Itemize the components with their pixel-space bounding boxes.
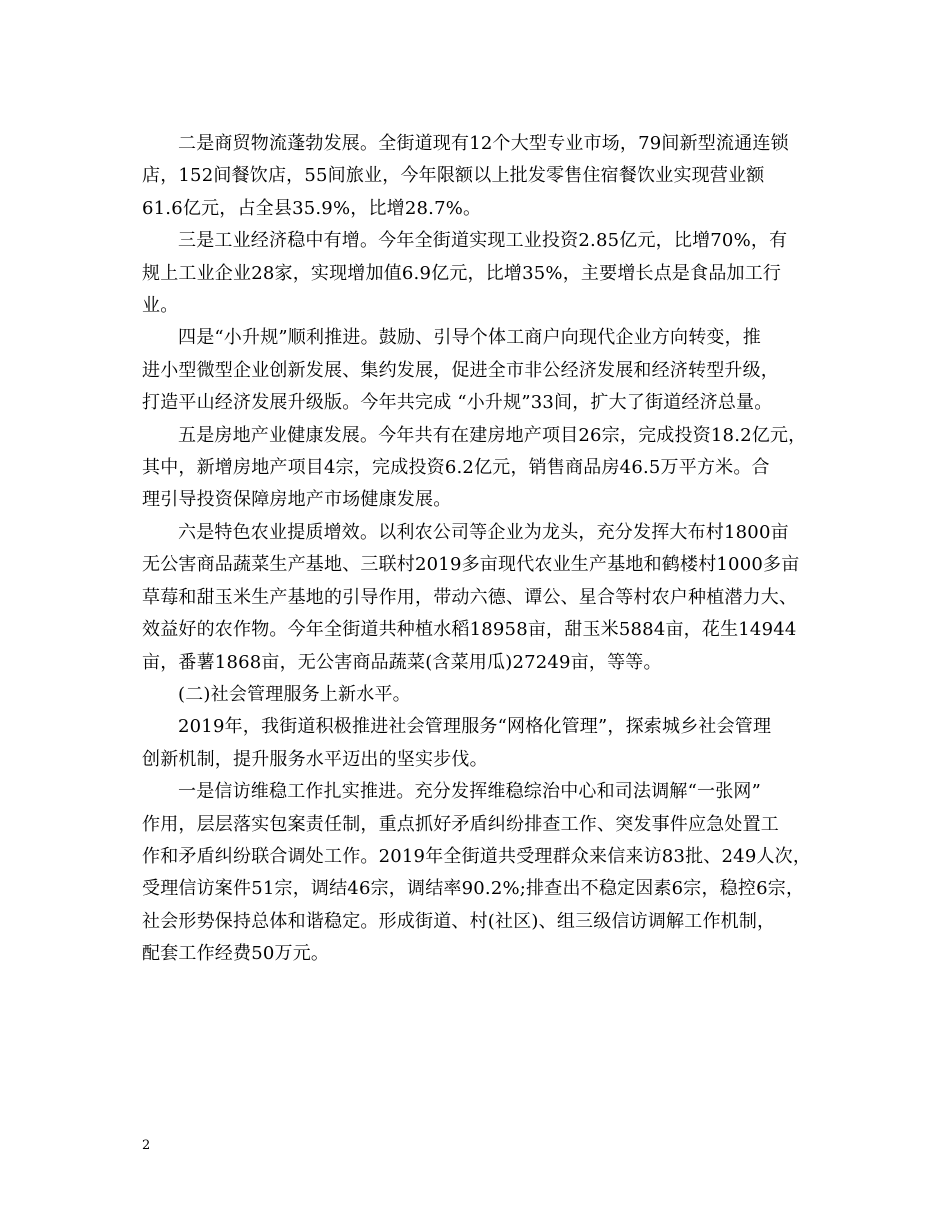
- section-heading-social-management: [142, 679, 812, 711]
- text-line: 2019年，我街道积极推进社会管理服务“网格化管理”，探索城乡社会管理: [178, 716, 772, 738]
- text-line: 亩，番薯1868亩，无公害商品蔬菜(含菜用瓜)27249亩，等等。: [142, 651, 662, 673]
- text-line: 规上工业企业28家，实现增加值6.9亿元，比增35%，主要增长点是食品加工行: [142, 262, 782, 284]
- text-line: 一是信访维稳工作扎实推进。充分发挥维稳综治中心和司法调解“一张网”: [178, 781, 762, 803]
- text-line: (二)社会管理服务上新水平。: [178, 683, 411, 705]
- text-line: 作和矛盾纠纷联合调处工作。2019年全街道共受理群众来信来访83批、249人次，: [142, 845, 812, 867]
- text-line: 受理信访案件51宗，调结46宗，调结率90.2%;排查出不稳定因素6宗，稳控6宗，: [142, 878, 805, 900]
- text-line: 配套工作经费50万元。: [142, 943, 330, 965]
- paragraph-industrial-economy: [142, 225, 812, 322]
- text-line: 无公害商品蔬菜生产基地、三联村2019多亩现代农业生产基地和鹤楼村1000多亩: [142, 554, 800, 576]
- text-line: 打造平山经济发展升级版。今年共完成 “小升规”33间，扩大了街道经济总量。: [142, 392, 773, 414]
- text-line: 效益好的农作物。今年全街道共种植水稻18958亩，甜玉米5884亩，花生14944: [142, 619, 797, 641]
- text-line: 社会形势保持总体和谐稳定。形成街道、村(社区)、组三级信访调解工作机制，: [142, 910, 776, 932]
- text-line: 作用，层层落实包案责任制，重点抓好矛盾纠纷排查工作、突发事件应急处置工: [142, 813, 779, 835]
- text-line: 店，152间餐饮店，55间旅业，今年限额以上批发零售住宿餐饮业实现营业额: [142, 165, 765, 187]
- text-line: 六是特色农业提质增效。以利农公司等企业为龙头，充分发挥大布村1800亩: [178, 521, 789, 543]
- text-line: 二是商贸物流蓬勃发展。全街道现有12个大型专业市场，79间新型流通连锁: [178, 133, 789, 154]
- paragraph-small-to-scale: [142, 322, 812, 419]
- paragraph-petition-stability: [142, 776, 812, 970]
- paragraph-real-estate: [142, 420, 812, 517]
- text-line: 其中，新增房地产项目4宗，完成投资6.2亿元，销售商品房46.5万平方米。合: [142, 457, 770, 479]
- document-body: [142, 128, 812, 971]
- text-line: 三是工业经济稳中有增。今年全街道实现工业投资2.85亿元，比增70%，有: [178, 230, 788, 252]
- text-line: 业。: [142, 295, 179, 317]
- paragraph-commerce-logistics: [142, 128, 812, 225]
- text-line: 四是“小升规”顺利推进。鼓励、引导个体工商户向现代企业方向转变，推: [178, 327, 762, 349]
- text-line: 五是房地产业健康发展。今年共有在建房地产项目26宗，完成投资18.2亿元，: [178, 424, 807, 446]
- text-line: 61.6亿元，占全县35.9%，比增28.7%。: [142, 197, 482, 219]
- text-line: 草莓和甜玉米生产基地的引导作用，带动六德、谭公、星合等村农户种植潜力大、: [142, 586, 798, 608]
- page-number: 2: [142, 1138, 151, 1153]
- paragraph-agriculture: [142, 517, 812, 679]
- text-line: 进小型微型企业创新发展、集约发展，促进全市非公经济发展和经济转型升级，: [142, 359, 779, 381]
- text-line: 理引导投资保障房地产市场健康发展。: [142, 489, 452, 511]
- text-line: 创新机制，提升服务水平迈出的坚实步伐。: [142, 748, 488, 770]
- paragraph-grid-management: [142, 711, 812, 776]
